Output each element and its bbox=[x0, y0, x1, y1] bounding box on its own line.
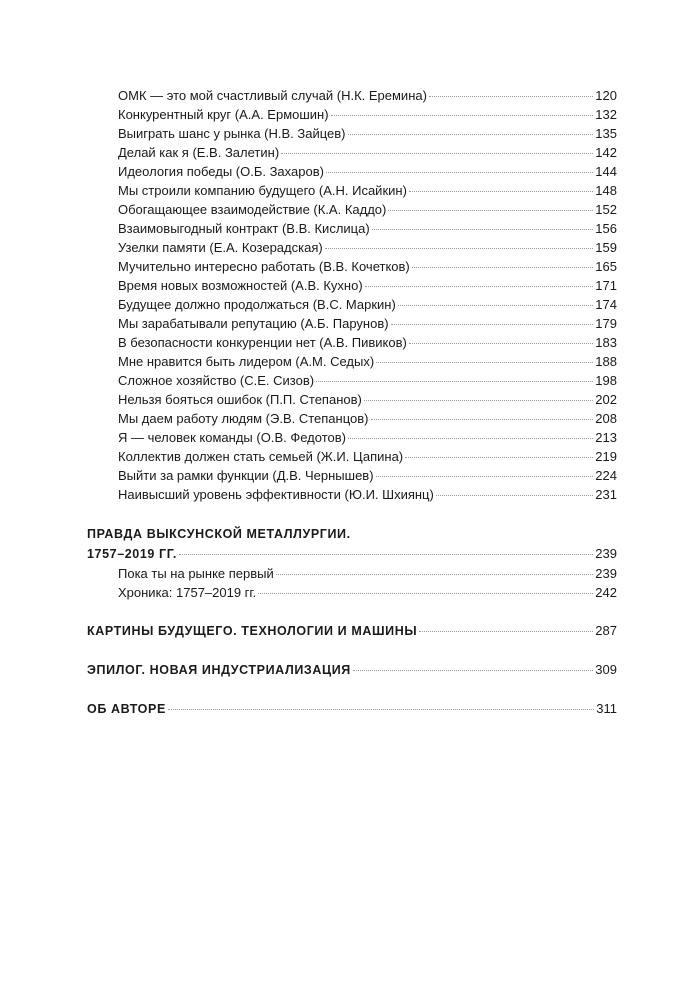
entry-title: Будущее должно продолжаться (В.С. Маркин) bbox=[118, 297, 396, 312]
dot-leader bbox=[276, 574, 594, 575]
dot-leader bbox=[429, 96, 593, 97]
section-author-title: ОБ АВТОРЕ bbox=[87, 702, 166, 716]
entry-page: 174 bbox=[595, 297, 617, 312]
toc-entry bbox=[87, 257, 617, 276]
entry-title: Мы даем работу людям (Э.В. Степанцов) bbox=[118, 411, 369, 426]
dot-leader bbox=[281, 153, 593, 154]
table-of-contents bbox=[87, 86, 617, 719]
toc-entry bbox=[87, 466, 617, 485]
entry-title: Коллектив должен стать семьей (Ж.И. Цапина) bbox=[118, 449, 404, 464]
toc-entry bbox=[87, 390, 617, 409]
entry-page: 132 bbox=[595, 107, 617, 122]
entry-page: 152 bbox=[595, 202, 617, 217]
section-author-page: 311 bbox=[596, 701, 617, 716]
subentry-page: 239 bbox=[595, 566, 617, 581]
toc-entry bbox=[87, 181, 617, 200]
dot-leader bbox=[409, 191, 593, 192]
entry-page: 202 bbox=[595, 392, 617, 407]
dot-leader bbox=[412, 267, 594, 268]
dot-leader bbox=[179, 554, 593, 555]
section-pravda-page: 239 bbox=[595, 546, 617, 561]
entry-page: 219 bbox=[595, 449, 617, 464]
entry-title: Наивысший уровень эффективности (Ю.И. Шхиянц) bbox=[118, 487, 434, 502]
dot-leader bbox=[325, 248, 594, 249]
entry-page: 231 bbox=[595, 487, 617, 502]
dot-leader bbox=[398, 305, 593, 306]
toc-entry bbox=[87, 105, 617, 124]
toc-entry bbox=[87, 276, 617, 295]
entry-title: Узелки памяти (Е.А. Козерадская) bbox=[118, 240, 323, 255]
toc-subentry bbox=[87, 583, 617, 602]
dot-leader bbox=[353, 670, 593, 671]
entry-page: 198 bbox=[595, 373, 617, 388]
entry-page: 188 bbox=[595, 354, 617, 369]
section-epilog-title: ЭПИЛОГ. НОВАЯ ИНДУСТРИАЛИЗАЦИЯ bbox=[87, 663, 351, 677]
dot-leader bbox=[364, 400, 593, 401]
dot-leader bbox=[436, 495, 593, 496]
toc-entry bbox=[87, 352, 617, 371]
entry-page: 171 bbox=[595, 278, 617, 293]
dot-leader bbox=[348, 438, 593, 439]
dot-leader bbox=[376, 476, 594, 477]
entry-title: Я — человек команды (О.В. Федотов) bbox=[118, 430, 346, 445]
section-epilog-row bbox=[87, 660, 617, 680]
entry-title: Время новых возможностей (А.В. Кухно) bbox=[118, 278, 363, 293]
entry-page: 142 bbox=[595, 145, 617, 160]
section-kartiny-page: 287 bbox=[595, 623, 617, 638]
dot-leader bbox=[258, 593, 593, 594]
dot-leader bbox=[331, 115, 594, 116]
toc-entry bbox=[87, 162, 617, 181]
toc-entry bbox=[87, 409, 617, 428]
entry-page: 165 bbox=[595, 259, 617, 274]
entry-title: Мне нравится быть лидером (А.М. Седых) bbox=[118, 354, 375, 369]
toc-entry bbox=[87, 485, 617, 504]
section-pravda-row bbox=[87, 544, 617, 564]
dot-leader bbox=[326, 172, 593, 173]
dot-leader bbox=[376, 362, 593, 363]
entry-title: Выйти за рамки функции (Д.В. Чернышев) bbox=[118, 468, 374, 483]
toc-entry bbox=[87, 124, 617, 143]
entry-title: Выиграть шанс у рынка (Н.В. Зайцев) bbox=[118, 126, 346, 141]
entry-page: 179 bbox=[595, 316, 617, 331]
dot-leader bbox=[316, 381, 593, 382]
dot-leader bbox=[372, 229, 594, 230]
entry-title: Идеология победы (О.Б. Захаров) bbox=[118, 164, 324, 179]
section-pravda-years: 1757–2019 ГГ. bbox=[87, 547, 177, 561]
entry-title: Обогащающее взаимодействие (К.А. Каддо) bbox=[118, 202, 387, 217]
entry-page: 148 bbox=[595, 183, 617, 198]
entry-title: Взаимовыгодный контракт (В.В. Кислица) bbox=[118, 221, 370, 236]
entry-title: Делай как я (Е.В. Залетин) bbox=[118, 145, 280, 160]
entry-page: 213 bbox=[595, 430, 617, 445]
entry-page: 156 bbox=[595, 221, 617, 236]
dot-leader bbox=[365, 286, 594, 287]
entry-page: 120 bbox=[595, 88, 617, 103]
entry-page: 135 bbox=[595, 126, 617, 141]
dot-leader bbox=[409, 343, 593, 344]
toc-entry bbox=[87, 371, 617, 390]
section-epilog-page: 309 bbox=[595, 662, 617, 677]
entry-page: 183 bbox=[595, 335, 617, 350]
dot-leader bbox=[371, 419, 594, 420]
toc-entry bbox=[87, 314, 617, 333]
entry-page: 144 bbox=[595, 164, 617, 179]
dot-leader bbox=[405, 457, 593, 458]
dot-leader bbox=[168, 709, 594, 710]
entry-title: Конкурентный круг (А.А. Ермошин) bbox=[118, 107, 329, 122]
entry-title: В безопасности конкуренции нет (А.В. Пивиков) bbox=[118, 335, 407, 350]
entry-page: 208 bbox=[595, 411, 617, 426]
entry-title: Мы строили компанию будущего (А.Н. Исайкин) bbox=[118, 183, 407, 198]
interview-entries bbox=[87, 86, 617, 504]
entry-title: Нельзя бояться ошибок (П.П. Степанов) bbox=[118, 392, 362, 407]
dot-leader bbox=[348, 134, 594, 135]
dot-leader bbox=[388, 210, 593, 211]
toc-entry bbox=[87, 447, 617, 466]
toc-subentry bbox=[87, 564, 617, 583]
toc-entry bbox=[87, 295, 617, 314]
toc-entry bbox=[87, 86, 617, 105]
toc-entry bbox=[87, 200, 617, 219]
entry-title: Мучительно интересно работать (В.В. Кочетков) bbox=[118, 259, 410, 274]
toc-entry bbox=[87, 428, 617, 447]
entry-title: Сложное хозяйство (С.Е. Сизов) bbox=[118, 373, 315, 388]
toc-entry bbox=[87, 143, 617, 162]
entry-page: 159 bbox=[595, 240, 617, 255]
entry-title: Мы зарабатывали репутацию (А.Б. Парунов) bbox=[118, 316, 389, 331]
subentry-page: 242 bbox=[595, 585, 617, 600]
dot-leader bbox=[419, 631, 593, 632]
dot-leader bbox=[391, 324, 594, 325]
section-kartiny-title: КАРТИНЫ БУДУЩЕГО. ТЕХНОЛОГИИ И МАШИНЫ bbox=[87, 624, 418, 638]
entry-page: 224 bbox=[595, 468, 617, 483]
subentry-title: Пока ты на рынке первый bbox=[118, 566, 274, 581]
subentry-title: Хроника: 1757–2019 гг. bbox=[118, 585, 257, 600]
toc-entry bbox=[87, 219, 617, 238]
section-pravda-heading: ПРАВДА ВЫКСУНСКОЙ МЕТАЛЛУРГИИ. bbox=[87, 527, 351, 541]
entry-title: ОМК — это мой счастливый случай (Н.К. Еремина) bbox=[118, 88, 427, 103]
toc-entry bbox=[87, 238, 617, 257]
section-author-row bbox=[87, 699, 617, 719]
toc-entry bbox=[87, 333, 617, 352]
section-kartiny-row bbox=[87, 621, 617, 641]
